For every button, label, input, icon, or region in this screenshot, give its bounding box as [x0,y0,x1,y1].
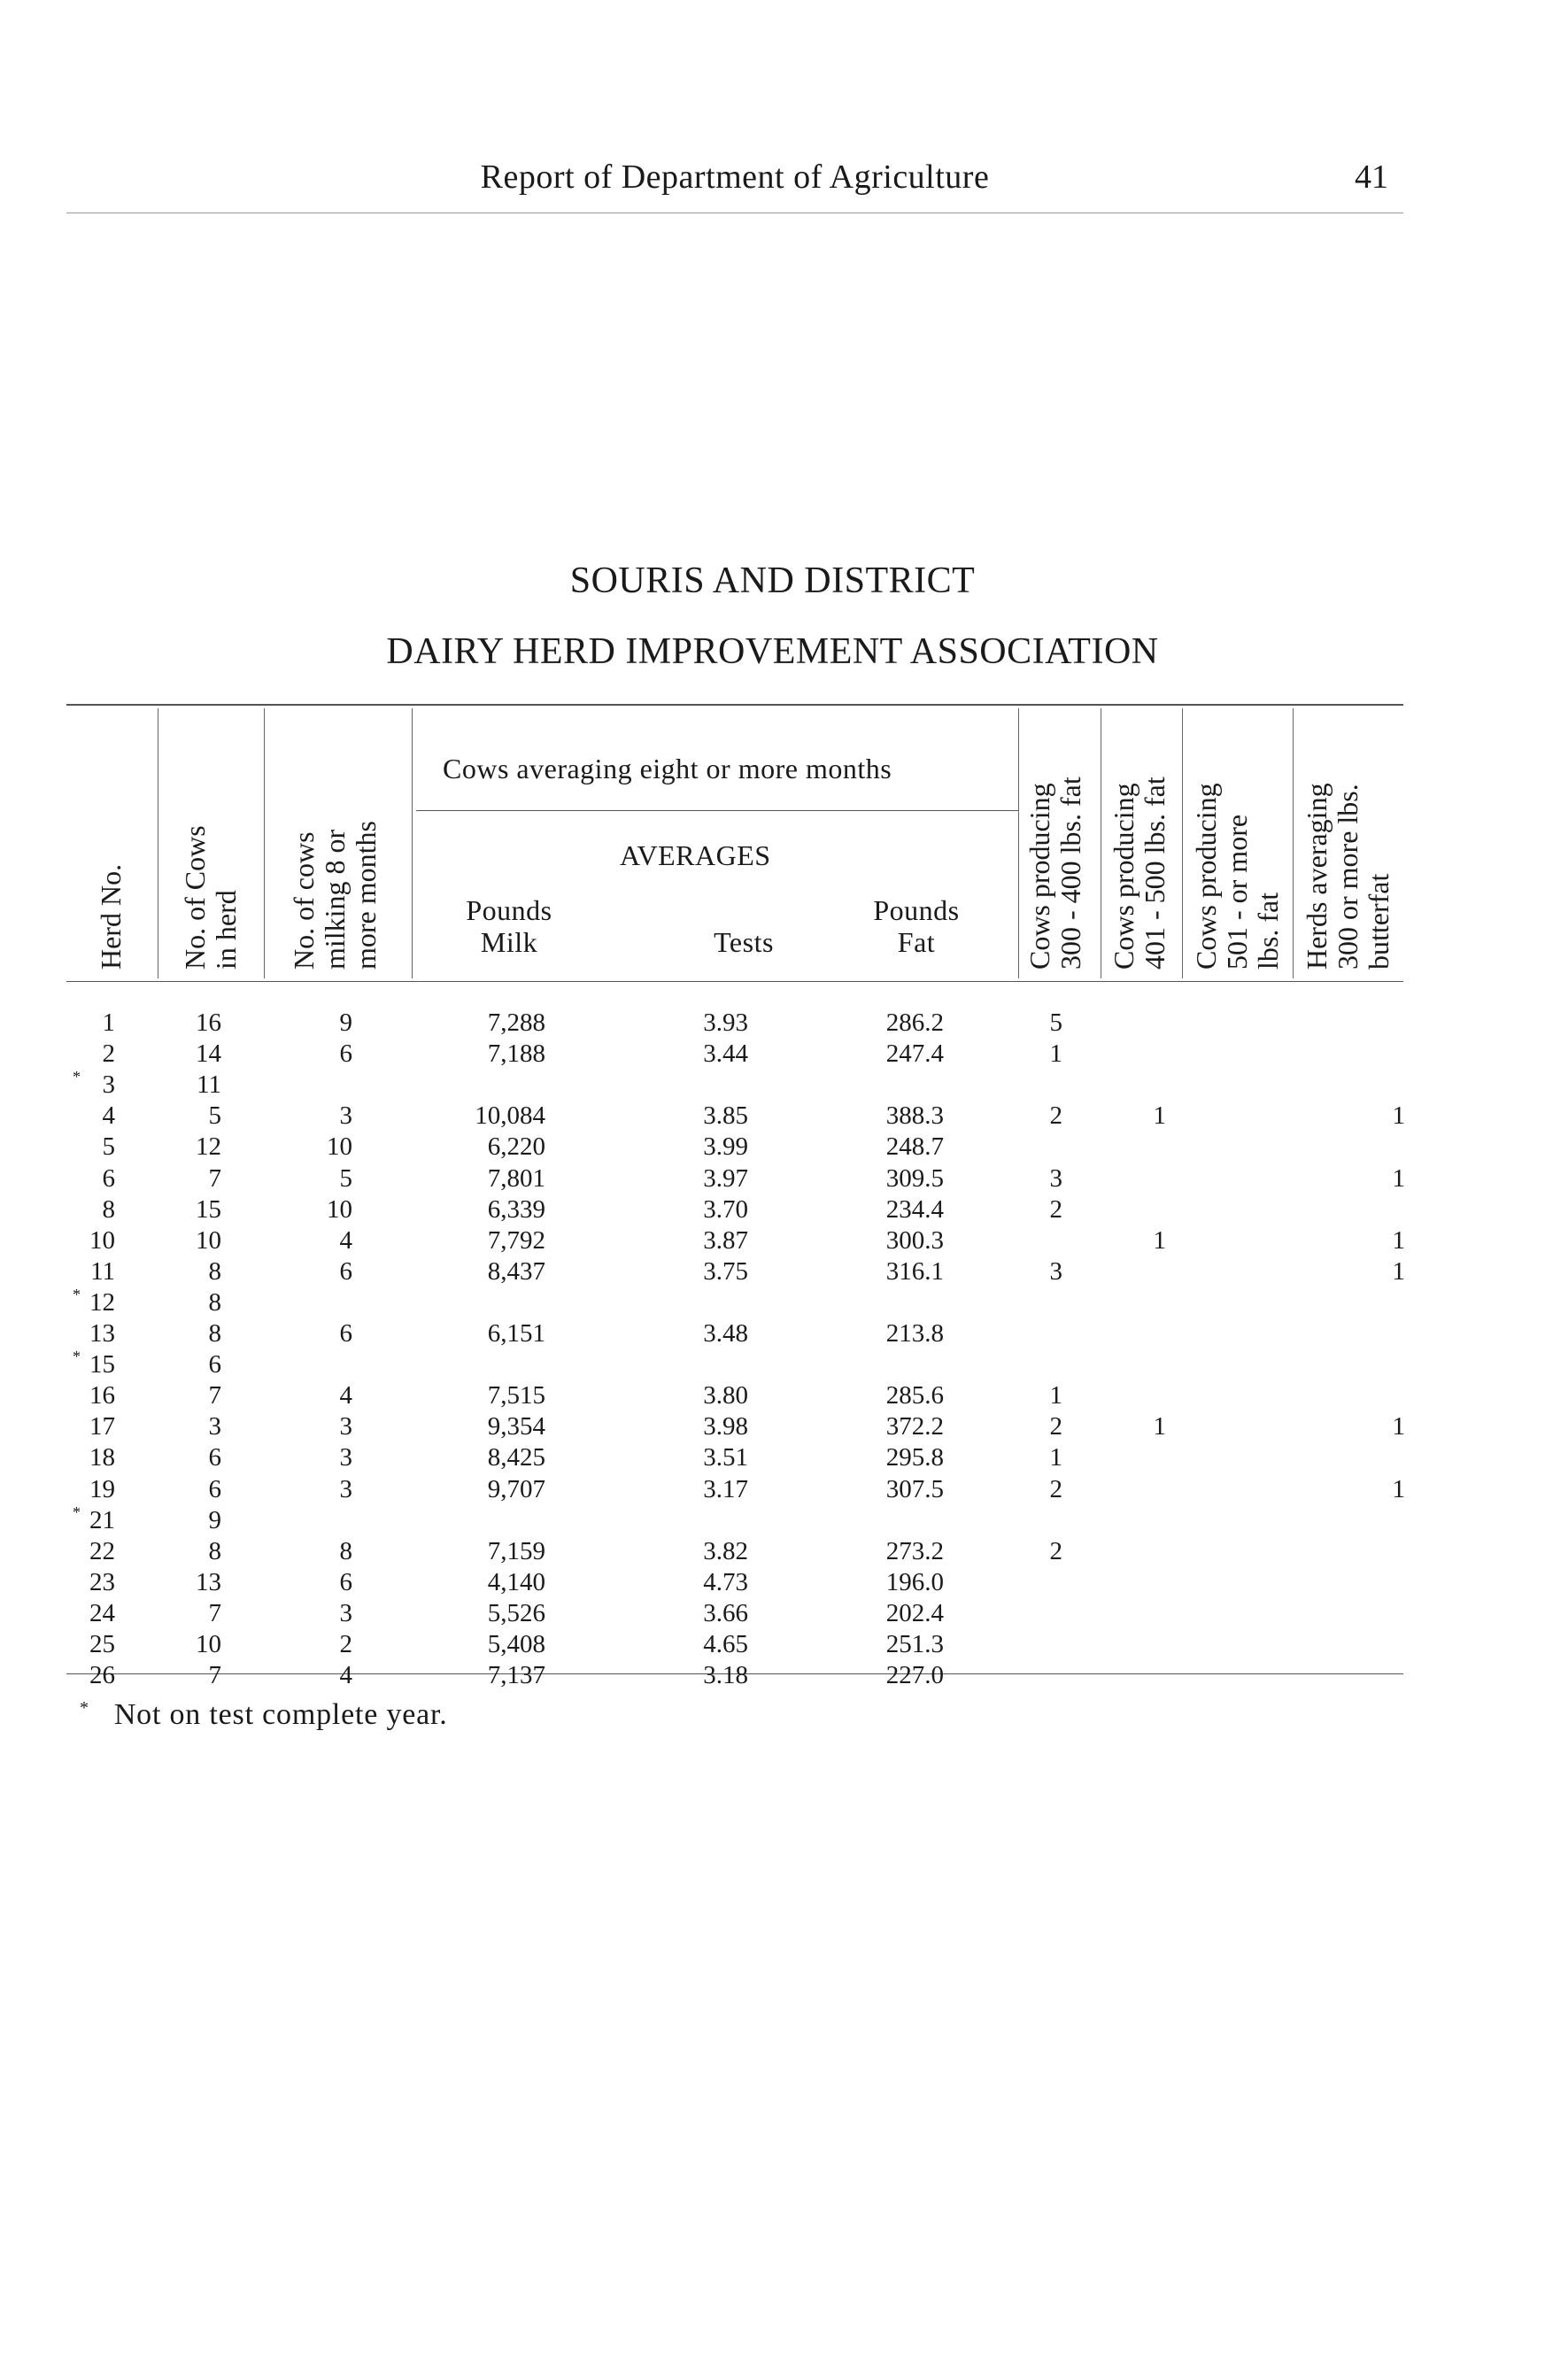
cell-no-milking: 6 [339,1039,352,1068]
cell-herd-no: 21 [89,1506,115,1534]
cell-herd-no: 4 [102,1101,115,1130]
cell-no-cows: 7 [208,1381,221,1410]
cell-no-milking: 6 [339,1257,352,1286]
cell-pounds-milk: 7,159 [487,1537,545,1565]
cell-pounds-fat: 234.4 [885,1195,944,1224]
cell-pounds-milk: 8,437 [487,1257,545,1286]
cell-pounds-fat: 295.8 [885,1443,944,1472]
cell-no-milking: 6 [339,1319,352,1348]
cell-herd-no: 17 [89,1412,115,1441]
cell-pounds-milk: 7,288 [487,1008,545,1037]
cell-cows-300-400: 2 [1049,1412,1062,1441]
cell-test: 3.66 [703,1599,748,1627]
cell-test: 3.99 [703,1132,748,1161]
cell-test: 4.73 [703,1568,748,1596]
footnote-text: Not on test complete year. [113,1698,448,1731]
cell-no-cows: 8 [208,1288,221,1317]
header-tests: Tests [714,926,774,958]
cell-pounds-milk: 7,792 [487,1226,545,1255]
cell-herds-300: 1 [1392,1257,1405,1286]
cell-herd-no: 5 [102,1132,115,1161]
cell-no-milking: 9 [339,1008,352,1037]
cell-pounds-milk: 9,707 [487,1475,545,1503]
cell-test: 3.44 [703,1039,748,1068]
cell-test: 3.87 [703,1226,748,1255]
cell-pounds-fat: 388.3 [885,1101,944,1130]
cell-no-cows: 8 [208,1537,221,1565]
cell-pounds-milk: 7,801 [487,1164,545,1193]
cell-herd-no: 23 [89,1568,115,1596]
not-on-test-marker: * [73,1286,81,1303]
cell-no-milking: 4 [339,1661,352,1689]
header-pounds-fat: Pounds Fat [873,894,960,958]
cell-no-cows: 6 [208,1443,221,1472]
cell-test: 3.85 [703,1101,748,1130]
cell-pounds-fat: 286.2 [885,1008,944,1037]
cell-test: 3.48 [703,1319,748,1348]
cell-no-cows: 6 [208,1475,221,1503]
not-on-test-marker: * [73,1348,81,1365]
cell-herd-no: 24 [89,1599,115,1627]
group-header-rule [416,810,1018,811]
cell-no-cows: 10 [196,1226,221,1255]
cell-cows-401-500: 1 [1153,1412,1166,1441]
cell-cows-401-500: 1 [1153,1101,1166,1130]
table-title-line-1: SOURIS AND DISTRICT [569,560,976,601]
cell-pounds-fat: 196.0 [885,1568,944,1596]
cell-pounds-milk: 8,425 [487,1443,545,1472]
cell-test: 3.17 [703,1475,748,1503]
header-pounds-milk: Pounds Milk [466,894,552,958]
cell-pounds-fat: 202.4 [885,1599,944,1627]
cell-herd-no: 12 [89,1288,115,1317]
cell-no-cows: 8 [208,1257,221,1286]
cell-test: 3.18 [703,1661,748,1689]
header-cows-401-500-label: Cows producing 401 - 500 lbs. fat [1108,777,1170,970]
cell-cows-300-400: 2 [1049,1195,1062,1224]
cell-no-cows: 15 [196,1195,221,1224]
cell-herd-no: 19 [89,1475,115,1503]
cell-cows-300-400: 2 [1049,1537,1062,1565]
cell-herd-no: 11 [90,1257,115,1286]
cell-pounds-fat: 307.5 [885,1475,944,1503]
cell-no-cows: 3 [208,1412,221,1441]
cell-pounds-fat: 273.2 [885,1537,944,1565]
cell-no-cows: 11 [197,1070,221,1099]
cell-no-cows: 16 [196,1008,221,1037]
cell-no-cows: 5 [208,1101,221,1130]
cell-test: 3.93 [703,1008,748,1037]
cell-no-cows: 12 [196,1132,221,1161]
cell-test: 3.98 [703,1412,748,1441]
cell-pounds-milk: 6,151 [487,1319,545,1348]
cell-pounds-fat: 300.3 [885,1226,944,1255]
cell-pounds-milk: 7,137 [487,1661,545,1689]
cell-pounds-milk: 6,220 [487,1132,545,1161]
cell-no-milking: 4 [339,1226,352,1255]
cell-herds-300: 1 [1392,1164,1405,1193]
cell-cows-300-400: 1 [1049,1039,1062,1068]
cell-herd-no: 26 [89,1661,115,1689]
cell-pounds-milk: 7,188 [487,1039,545,1068]
cell-pounds-fat: 309.5 [885,1164,944,1193]
cell-pounds-milk: 5,408 [487,1630,545,1658]
cell-no-cows: 10 [196,1630,221,1658]
cell-no-milking: 10 [327,1132,352,1161]
cell-cows-300-400: 2 [1049,1475,1062,1503]
running-head: Report of Department of Agriculture [480,158,990,196]
header-averages: AVERAGES [620,839,771,871]
header-bottom-rule [66,981,1403,982]
cell-no-milking: 4 [339,1381,352,1410]
cell-herd-no: 2 [102,1039,115,1068]
cell-no-milking: 3 [339,1475,352,1503]
cell-herds-300: 1 [1392,1412,1405,1441]
cell-no-milking: 6 [339,1568,352,1596]
cell-no-cows: 9 [208,1506,221,1534]
column-rule [412,708,413,978]
cell-pounds-fat: 251.3 [885,1630,944,1658]
cell-cows-300-400: 5 [1049,1008,1062,1037]
cell-pounds-fat: 285.6 [885,1381,944,1410]
cell-pounds-fat: 227.0 [885,1661,944,1689]
cell-pounds-fat: 372.2 [885,1412,944,1441]
cell-herds-300: 1 [1392,1475,1405,1503]
cell-no-milking: 3 [339,1412,352,1441]
footnote [80,1698,448,1732]
header-no-milking-label: No. of cows milking 8 or more months [288,821,382,970]
cell-no-milking: 3 [339,1443,352,1472]
cell-herd-no: 13 [89,1319,115,1348]
cell-no-milking: 10 [327,1195,352,1224]
cell-test: 4.65 [703,1630,748,1658]
cell-cows-300-400: 1 [1049,1443,1062,1472]
table-top-rule [66,704,1403,706]
column-rule [264,708,265,978]
cell-pounds-fat: 213.8 [885,1319,944,1348]
header-group-label: Cows averaging eight or more months [443,753,892,784]
cell-herd-no: 25 [89,1630,115,1658]
cell-no-cows: 7 [208,1599,221,1627]
cell-herd-no: 10 [89,1226,115,1255]
header-cows-300-400-label: Cows producing 300 - 400 lbs. fat [1024,777,1086,970]
cell-herd-no: 16 [89,1381,115,1410]
cell-test: 3.75 [703,1257,748,1286]
cell-no-cows: 14 [196,1039,221,1068]
cell-pounds-fat: 248.7 [885,1132,944,1161]
header-herds-300-label: Herds averaging 300 or more lbs. butterfat [1301,783,1394,970]
cell-cows-300-400: 2 [1049,1101,1062,1130]
cell-pounds-milk: 9,354 [487,1412,545,1441]
cell-cows-300-400: 3 [1049,1164,1062,1193]
cell-no-cows: 13 [196,1568,221,1596]
not-on-test-marker: * [73,1503,81,1521]
header-rule [66,212,1403,213]
cell-no-milking: 2 [339,1630,352,1658]
cell-test: 3.80 [703,1381,748,1410]
cell-no-milking: 8 [339,1537,352,1565]
header-herd-no-label: Herd No. [95,863,127,970]
page-number: 41 [1355,158,1388,196]
cell-no-cows: 6 [208,1350,221,1379]
cell-test: 3.51 [703,1443,748,1472]
cell-pounds-milk: 7,515 [487,1381,545,1410]
column-rule [1018,708,1019,978]
cell-pounds-milk: 6,339 [487,1195,545,1224]
cell-no-milking: 5 [339,1164,352,1193]
cell-cows-300-400: 3 [1049,1257,1062,1286]
cell-pounds-fat: 247.4 [885,1039,944,1068]
cell-herds-300: 1 [1392,1226,1405,1255]
cell-test: 3.97 [703,1164,748,1193]
cell-test: 3.70 [703,1195,748,1224]
cell-pounds-fat: 316.1 [885,1257,944,1286]
cell-no-cows: 7 [208,1164,221,1193]
footnote-marker: * [80,1698,89,1718]
cell-pounds-milk: 10,084 [475,1101,545,1130]
cell-herd-no: 6 [102,1164,115,1193]
not-on-test-marker: * [73,1068,81,1086]
cell-no-cows: 8 [208,1319,221,1348]
cell-pounds-milk: 4,140 [487,1568,545,1596]
table-title-line-2: DAIRY HERD IMPROVEMENT ASSOCIATION [386,631,1159,672]
cell-pounds-milk: 5,526 [487,1599,545,1627]
cell-herd-no: 15 [89,1350,115,1379]
cell-cows-300-400: 1 [1049,1381,1062,1410]
cell-no-cows: 7 [208,1661,221,1689]
cell-herds-300: 1 [1392,1101,1405,1130]
cell-no-milking: 3 [339,1599,352,1627]
cell-no-milking: 3 [339,1101,352,1130]
cell-herd-no: 22 [89,1537,115,1565]
column-rule [1182,708,1183,978]
column-rule [1293,708,1294,978]
header-cows-501-more-label: Cows producing 501 - or more lbs. fat [1190,783,1284,970]
cell-herd-no: 3 [102,1070,115,1099]
cell-test: 3.82 [703,1537,748,1565]
cell-cows-401-500: 1 [1153,1226,1166,1255]
header-no-cows-label: No. of Cows in herd [179,825,242,970]
cell-herd-no: 1 [102,1008,115,1037]
cell-herd-no: 18 [89,1443,115,1472]
cell-herd-no: 8 [102,1195,115,1224]
